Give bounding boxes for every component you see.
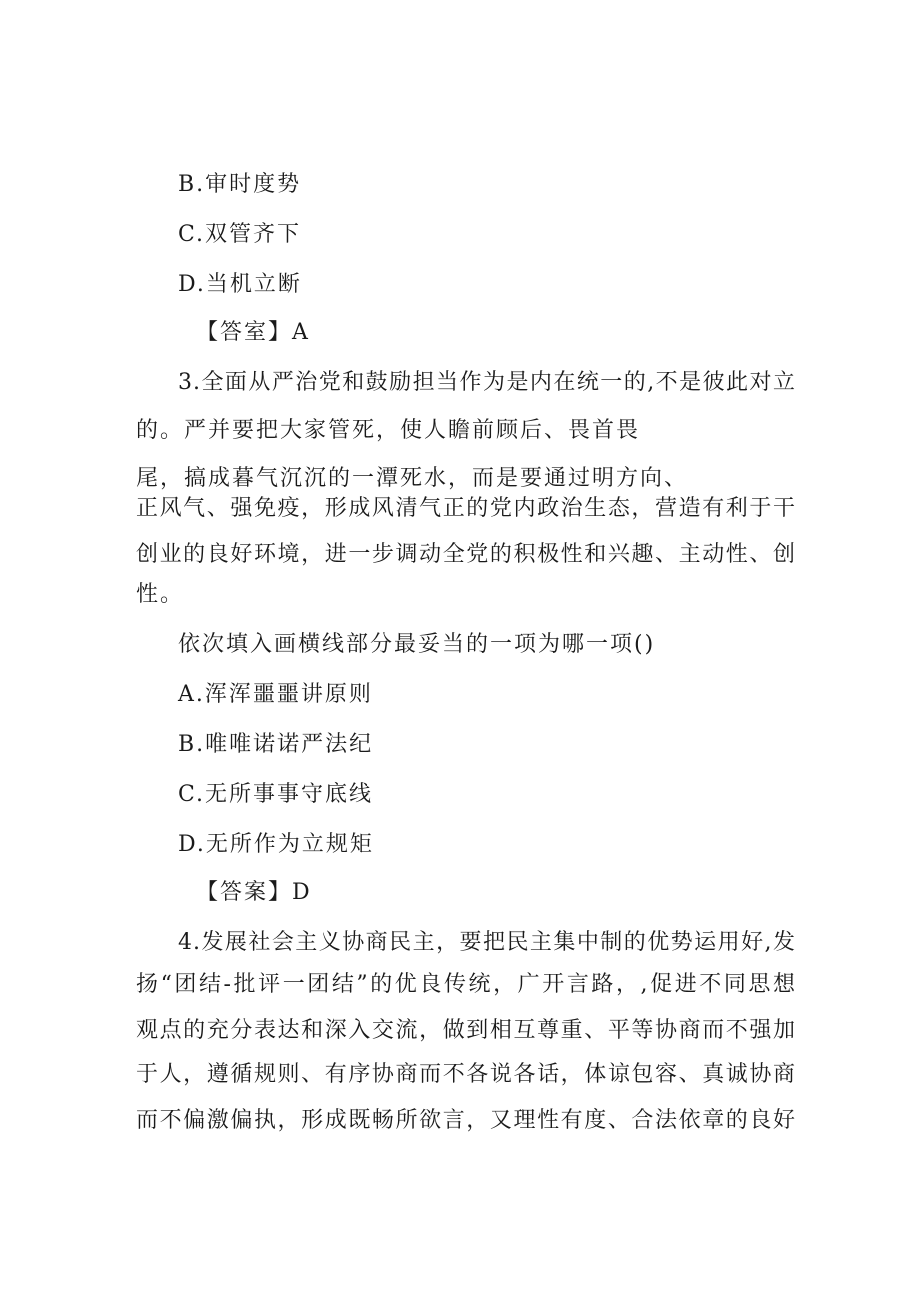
q3-text-line-1: 3.全面从严治党和鼓励担当作为是内在统一的,不是彼此对立 <box>178 370 796 395</box>
q4-text-line-5: 而不偏激偏执，形成既畅所欲言，又理性有度、合法依章的良好 <box>136 1108 796 1133</box>
q3-answer: 【答案】D <box>196 880 312 905</box>
q4-text-line-2: 扬“团结-批评一团结”的优良传统，广开言路，,促进不同思想 <box>136 972 796 997</box>
q2-option-d: D.当机立断 <box>178 272 302 297</box>
q3-option-c: C.无所事事守底线 <box>178 782 374 807</box>
q3-text-line-2: 的。严并要把大家管死，使人瞻前顾后、畏首畏 <box>136 418 641 443</box>
q4-text-line-3: 观点的充分表达和深入交流，做到相互尊重、平等协商而不强加 <box>136 1018 796 1043</box>
q3-text-line-6: 性。 <box>136 582 185 607</box>
q2-option-c: C.双管齐下 <box>178 222 302 247</box>
q3-prompt: 依次填入画横线部分最妥当的一项为哪一项() <box>178 632 656 657</box>
q3-option-d: D.无所作为立规矩 <box>178 832 374 857</box>
q2-option-b: B.审时度势 <box>178 172 302 197</box>
q4-text-line-4: 于人，遵循规则、有序协商而不各说各话，体谅包容、真诚协商 <box>136 1062 796 1087</box>
q2-answer: 【答室】A <box>196 320 310 345</box>
q3-text-line-5: 创业的良好环境，进一步调动全党的积极性和兴趣、主动性、创 <box>136 542 796 567</box>
q3-text-line-4: 正风气、强免疫，形成风清气正的党内政治生态，营造有利于干 <box>136 496 796 521</box>
q3-text-line-3: 尾，搞成暮气沉沉的一潭死水，而是要通过明方向、 <box>136 466 689 491</box>
q3-option-b: B.唯唯诺诺严法纪 <box>178 732 374 757</box>
q4-text-line-1: 4.发展社会主义协商民主，要把民主集中制的优势运用好,发 <box>178 930 796 955</box>
q3-option-a: A.浑浑噩噩讲原则 <box>178 682 373 707</box>
